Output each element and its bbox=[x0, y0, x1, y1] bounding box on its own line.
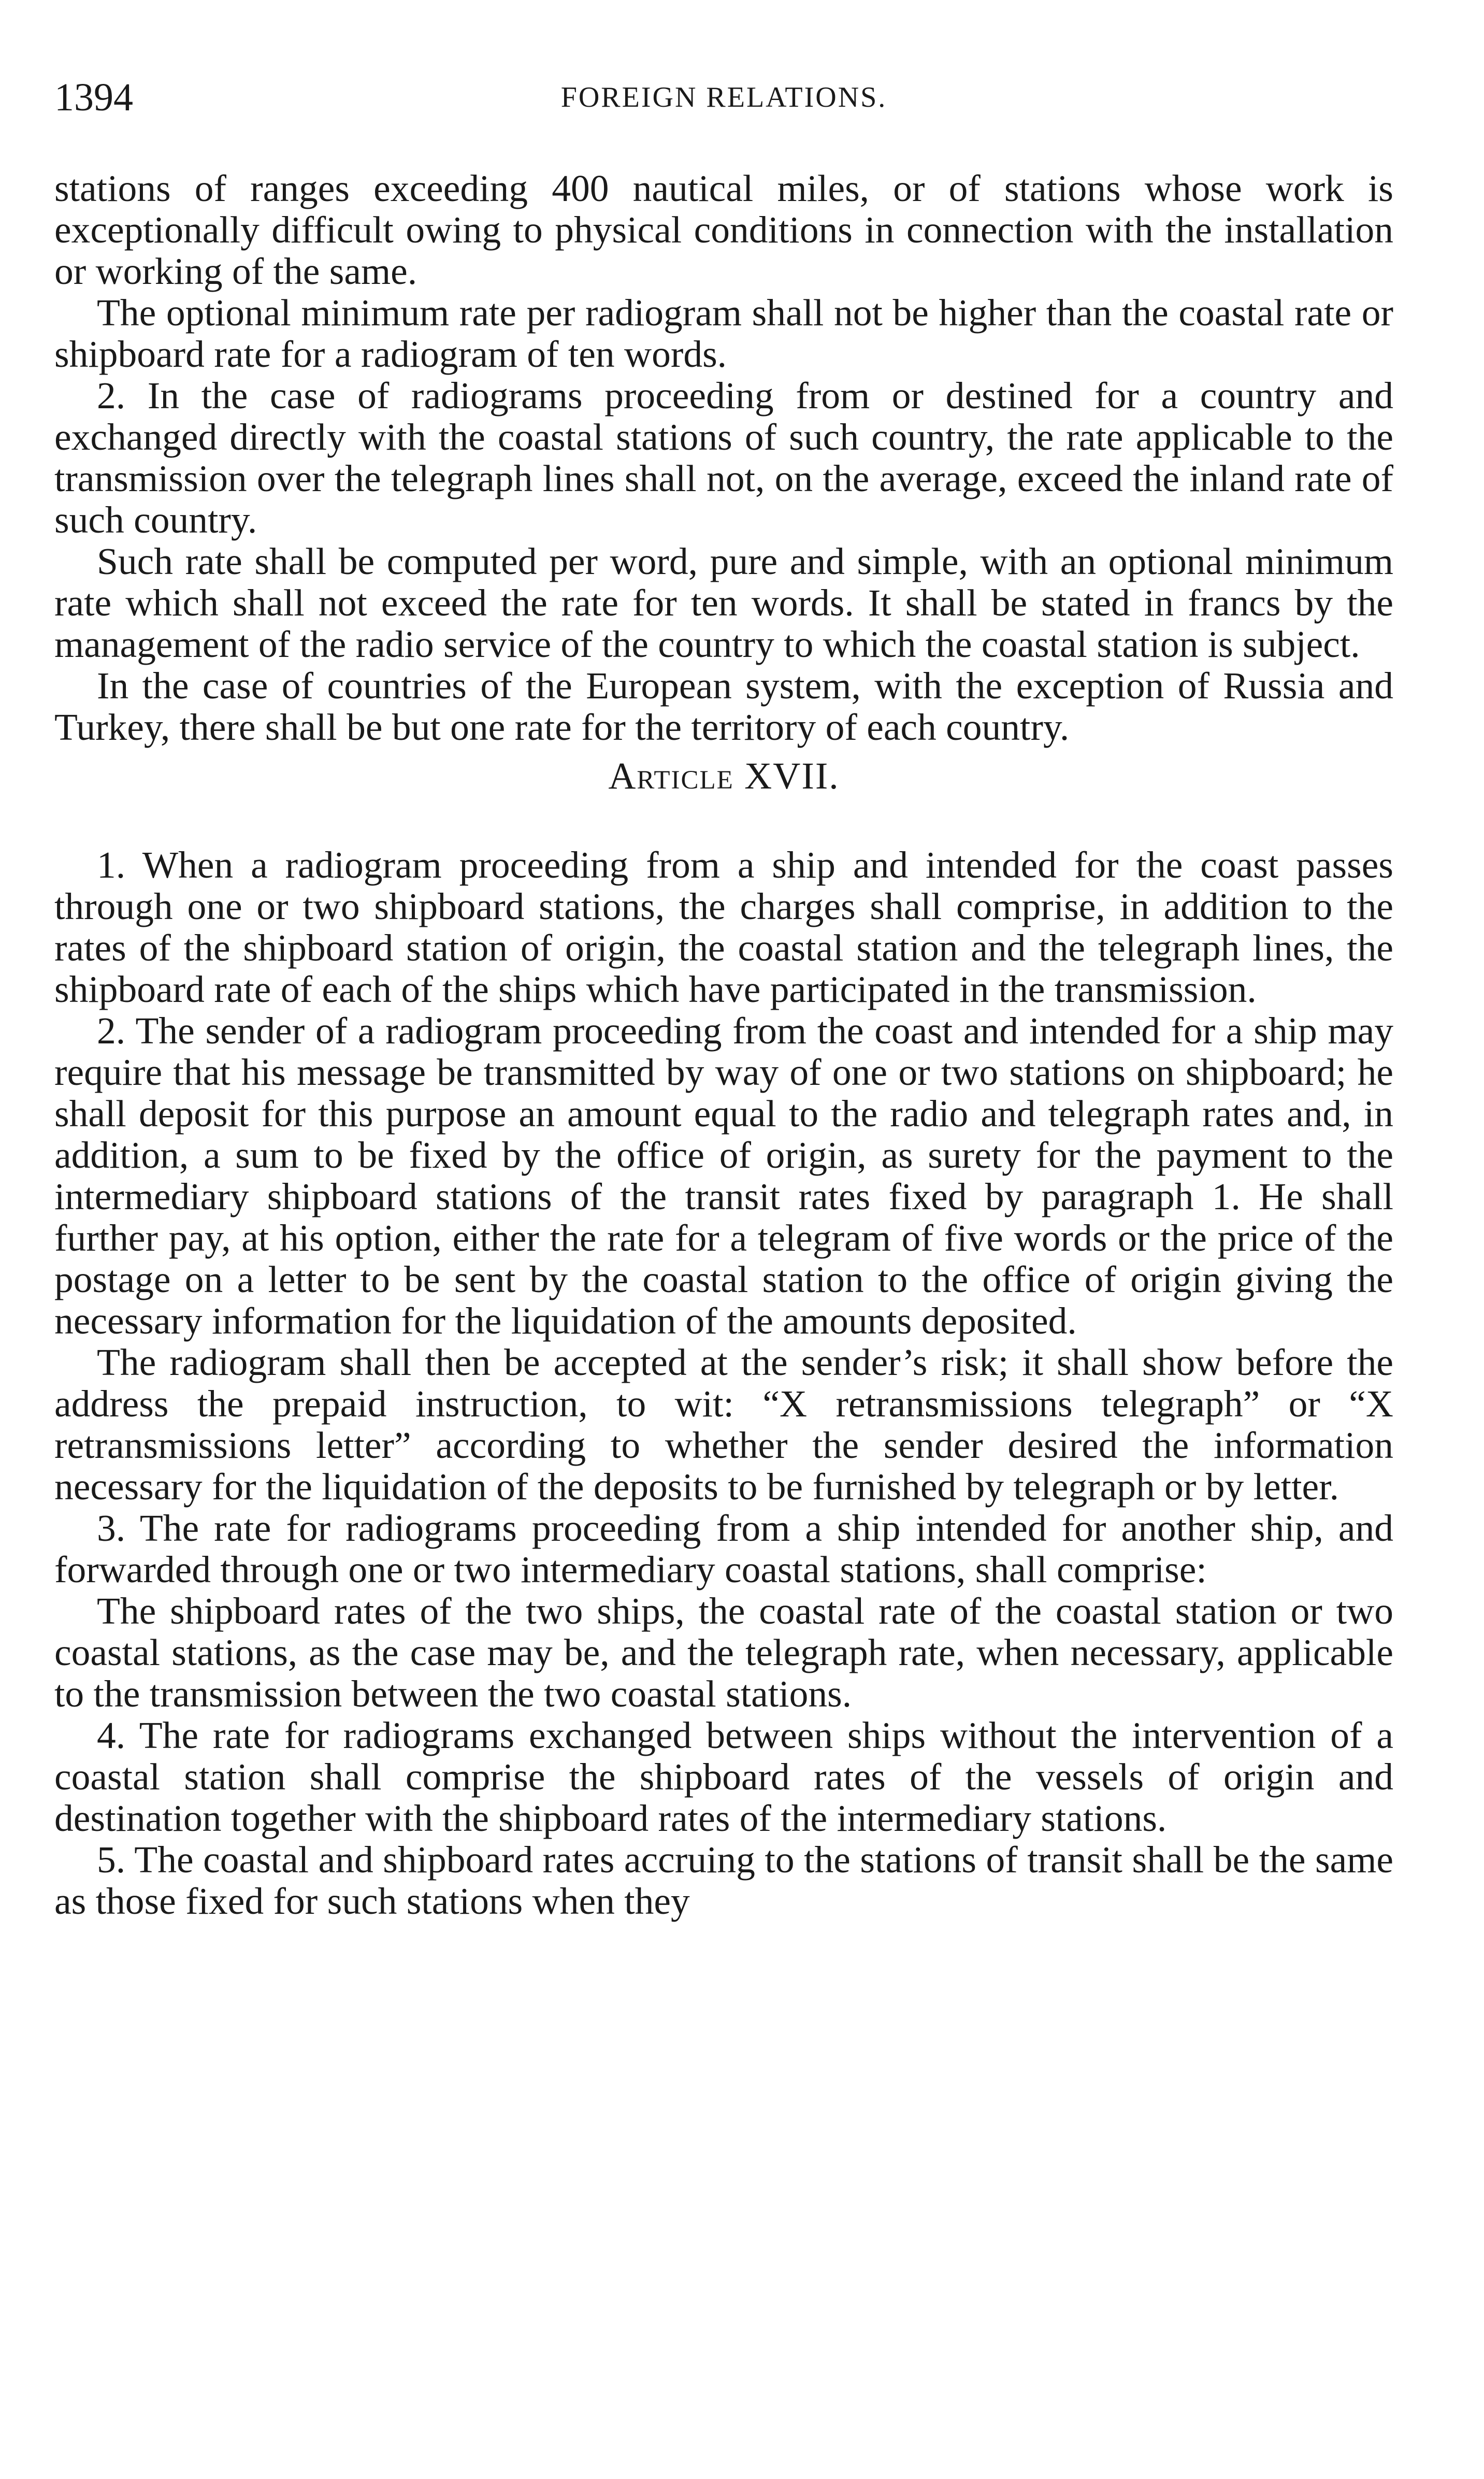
running-head bbox=[54, 78, 1393, 135]
paragraph-article-4: 4. The rate for radiograms exchanged between ships without the intervention of a coastal station shall comprise the shipboard rates of the vessels of origin and destination together with the shipboard rates of the intermediary stations. bbox=[54, 1714, 1393, 1839]
paragraph-rate-computation: Such rate shall be computed per word, pure and simple, with an optional minimum rate which shall not exceed the rate for ten words. It shall be stated in francs by the management of the radio service of the country to which the coastal station is subject. bbox=[54, 540, 1393, 665]
paragraph-article-2: 2. The sender of a radiogram proceeding from the coast and intended for a ship may require that his message be transmitted by way of one or two stations on shipboard; he shall deposit for this purpose an amount equal to the radio and telegraph rates and, in addition, a sum to be fixed by the office of origin, as surety for the payment to the intermediary shipboard stations of the transit rates fixed by paragraph 1. He shall further pay, at his option, either the rate for a telegram of five words or the price of the postage on a letter to be sent by the coastal station to the office of origin giving the necessary information for the liquidation of the amounts deposited. bbox=[54, 1010, 1393, 1342]
paragraph-optional-minimum-rate: The optional minimum rate per radiogram shall not be higher than the coastal rate or shipboard rate for a radiogram of ten words. bbox=[54, 292, 1393, 375]
article-heading bbox=[54, 755, 1393, 797]
paragraph-european-system: In the case of countries of the European system, with the exception of Russia and Turkey, there shall be but one rate for the territory of each country. bbox=[54, 665, 1393, 748]
running-title: FOREIGN RELATIONS. bbox=[560, 81, 887, 113]
paragraph-article-3: 3. The rate for radiograms proceeding from a ship intended for another ship, and forwarded through one or two intermediary coastal stations, shall comprise: bbox=[54, 1507, 1393, 1590]
page-number: 1394 bbox=[54, 76, 133, 119]
paragraph-article-5: 5. The coastal and shipboard rates accruing to the stations of transit shall be the same as those fixed for such stations when they bbox=[54, 1839, 1393, 1922]
article-heading-text: Article XVII. bbox=[608, 755, 840, 797]
paragraph-sender-risk: The radiogram shall then be accepted at the sender’s risk; it shall show before the address the prepaid instruction, to wit: “X retransmissions telegraph” or “X retransmissions letter” according to whether the sender desired the information necessary for the liquidation of the deposits to be furnished by telegraph or by letter. bbox=[54, 1341, 1393, 1508]
paragraph-2-country-radiograms: 2. In the case of radiograms proceeding from or destined for a country and exchanged directly with the coastal stations of such country, the rate applicable to the transmission over the telegraph lines shall not, on the average, exceed the inland rate of such country. bbox=[54, 375, 1393, 541]
paragraph-shipboard-rates: The shipboard rates of the two ships, the coastal rate of the coastal station or two coastal stations, as the case may be, and the telegraph rate, when necessary, applicable to the transmission between the two coastal stations. bbox=[54, 1590, 1393, 1715]
document-page bbox=[54, 78, 1393, 1922]
paragraph-continuation: stations of ranges exceeding 400 nautical miles, or of stations whose work is exceptionally difficult owing to physical conditions in connection with the installation or working of the same. bbox=[54, 167, 1393, 292]
body-text bbox=[54, 168, 1393, 1922]
paragraph-article-1: 1. When a radiogram proceeding from a ship and intended for the coast passes through one or two shipboard stations, the charges shall comprise, in addition to the rates of the shipboard station of origin, the coastal station and the telegraph lines, the shipboard rate of each of the ships which have participated in the transmission. bbox=[54, 844, 1393, 1010]
